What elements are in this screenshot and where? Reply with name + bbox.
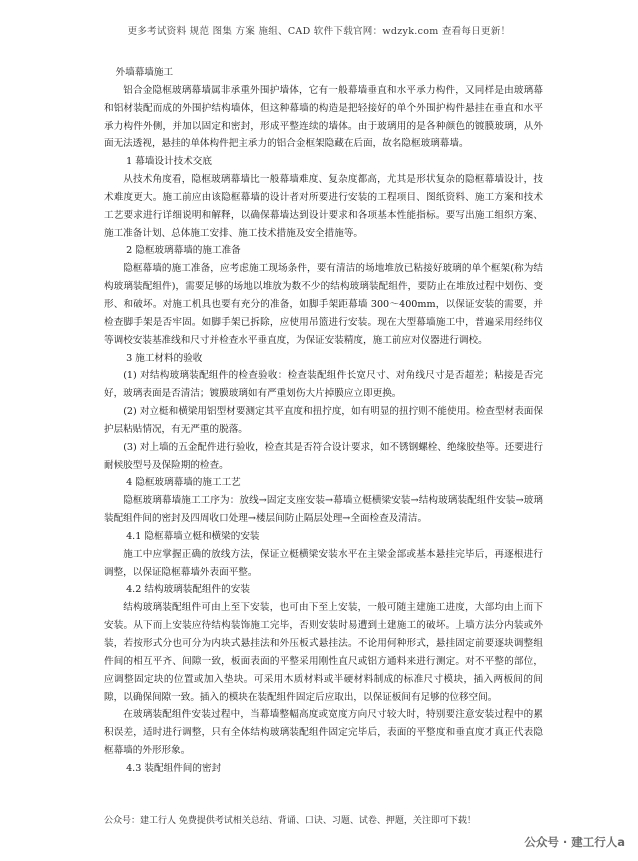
footer-note: 公众号：建工行人 免费提供考试相关总结、背诵、口诀、习题、试卷、押题，关注即可下载！	[104, 816, 476, 826]
section-4-paragraph: 隐框玻璃幕墙施工工序为：放线→固定支座安装→幕墙立梃横梁安装→结构玻璃装配组件安装→玻璃装配组件间的密封及四周收口处理→楼层间防止隔层处理→全面检查及清洁。	[104, 495, 543, 525]
section-4-2-heading: 4.2 结构玻璃装配组件的安装	[126, 584, 250, 596]
section-3-item-1: (1) 对结构玻璃装配组件的检查验收：检查装配组件长宽尺寸、对角线尺寸是否超差；粘接是否完好，玻璃表面是否清洁；镀膜玻璃如有严重划伤大片掉膜应立即更换。	[104, 370, 543, 400]
section-2-heading: 2 隐框玻璃幕墙的施工准备	[126, 245, 241, 257]
section-3-heading: 3 施工材料的验收	[126, 352, 203, 364]
section-3-item-2: (2) 对立梃和横梁用铝型材要测定其平直度和扭拧度，如有明显的扭拧则不能使用。检查型材表面保护层粘贴情况，有无严重的脱落。	[104, 406, 543, 435]
section-3-item-3: (3) 对上墙的五金配件进行验收，检查其是否符合设计要求，如不锈钢螺栓、绝缘胶垫等。还要进行耐候胶型号及保险期的检查。	[104, 441, 543, 471]
document-body	[104, 64, 543, 778]
section-4-2-paragraph-2: 在玻璃装配组件安装过程中，当幕墙整幅高度或宽度方向尺寸较大时，特别要注意安装过程中的累积误差，适时进行调整，只有全体结构玻璃装配组件固定完毕后，表面的平整度和垂直度才真正代表隐框幕墙的外形形象。	[104, 709, 543, 757]
section-4-3-heading: 4.3 装配组件间的密封	[126, 762, 222, 774]
section-4-1-paragraph: 施工中应掌握正确的放线方法，保证立梃横梁安装水平在主梁金部或基本悬挂完毕后，再逐根进行调整，以保证隐框幕墙外表面平整。	[104, 548, 543, 578]
section-2-paragraph: 隐框幕墙的施工准备，应考虑施工现场条件，要有清洁的场地堆放已粘接好玻璃的单个框架(称为结构玻璃装配组件)，需要足够的场地以堆放为数不少的结构玻璃装配组件，要防止在堆放过程中划伤、变形、和破坏。对施工机具也要有充分的准备，如脚手架距幕墙 300～400mm，以保证安装的需要，并检查脚手架是否牢固。如脚手架已拆除，应使用吊篮进行安装。现在大型幕墙施工中，普遍采用经纬仪等调校安装基准线和尺寸并检查水平垂直度，为保证安装精度，施工前应对仪器进行调校。	[104, 263, 543, 346]
section-4-heading: 4 隐框玻璃幕墙的施工工艺	[126, 477, 241, 489]
section-1-heading: 1 幕墙设计技术交底	[126, 156, 212, 168]
intro-paragraph: 铝合金隐框玻璃幕墙属非承重外围护墙体，它有一般幕墙垂直和水平承力构件，又同样是由玻璃幕和铝材装配而成的外围护结构墙体，但这种幕墙的构造是把轻接好的单个外围护构件悬挂在垂直和水平承力构件外侧，并加以固定和密封，形成平整连续的墙体。由于玻璃用的是各种颜色的镀膜玻璃，从外面无法透视，悬挂的单体构件把主承力的铝合金框架隐藏在后面，故名隐框玻璃幕墙。	[104, 84, 543, 150]
site-banner: 更多考试资料 规范 图集 方案 施组、CAD 软件下载官网：wdzyk.com 查看每日更新！	[127, 26, 511, 37]
section-1-paragraph: 从技术角度看，隐框玻璃幕墙比一般幕墙难度、复杂度都高，尤其是形状复杂的隐框幕墙设计，技术难度更大。施工前应由该隐框幕墙的设计者对所要进行安装的工程项目、图纸资料、施工方案和技术工艺要求进行详细说明和解释，以确保幕墙达到设计要求和各项基本性能指标。要写出施工组织方案、施工准备计划、总体施工安排、施工技术措施及安全措施等。	[104, 174, 543, 239]
section-title: 外墙幕墙施工	[115, 67, 174, 78]
section-4-1-heading: 4.1 隐框幕墙立梃和横梁的安装	[126, 530, 260, 542]
watermark: 公众号 · 建工行人a	[521, 833, 628, 851]
section-4-2-paragraph-1: 结构玻璃装配组件可由上至下安装，也可由下至上安装，一般可随主建施工进度，大部均由上而下安装。从下而上安装应待结构装饰施工完毕，否则安装时易遭到土建施工的破坏。上墙方法分内装或外装，若按形式分也可分为内块式悬挂法和外压板式悬挂法。不论用何种形式，悬挂固定前要逐块调整组件间的相互平齐、间隙一致，板面表面的平整采用刚性直尺或铝方通料来进行测定。对不平整的部位，应调整固定块的位置或加入垫块。可采用木质材料或半硬材料制成的标准尺寸模块，插入两板间的间隙，以确保间隙一致。插入的模块在装配组件固定后应取出，以保证板间有足够的位移空间。	[104, 602, 543, 703]
